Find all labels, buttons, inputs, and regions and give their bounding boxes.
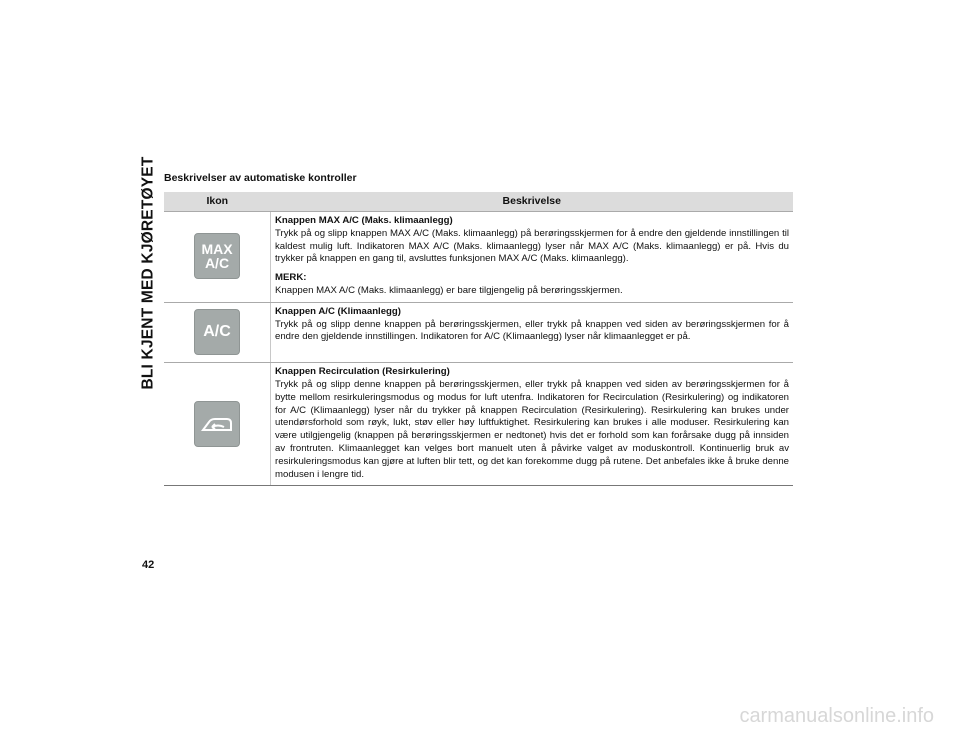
controls-table <box>164 192 793 486</box>
row-title: Knappen MAX A/C (Maks. klimaanlegg) <box>275 215 453 226</box>
watermark: carmanualsonline.info <box>739 705 934 727</box>
max-ac-icon: MAX A/C <box>194 233 240 279</box>
row-title: Knappen Recirculation (Resirkulering) <box>275 366 450 378</box>
table-row <box>164 302 793 362</box>
row-text: Trykk på og slipp knappen MAX A/C (Maks. klimaanlegg) på berøringsskjermen for å endre den gjeldende innstillingen til kaldest mulig luft. Indikatoren MAX A/C (Maks. klimaanlegg) lyser når MAX A/C (Maks. klimaanlegg) er på. Hvis du trykker på knappen en gang til, avsluttes funksjonen MAX A/C (Maks. klimaanlegg). <box>275 227 789 265</box>
icon-cell <box>164 302 271 362</box>
table-row <box>164 212 793 303</box>
description-cell <box>271 212 794 303</box>
note-label: MERK: <box>275 272 307 284</box>
header-icon: Ikon <box>164 192 271 212</box>
header-description: Beskrivelse <box>271 192 794 212</box>
recirculation-icon <box>194 401 240 447</box>
chapter-side-title: BLI KJENT MED KJØRETØYET <box>140 156 157 390</box>
description-cell <box>271 363 794 486</box>
table-row <box>164 363 793 486</box>
page-number: 42 <box>142 559 155 571</box>
recirculation-car-arrow-icon <box>200 413 234 435</box>
note-text: Knappen MAX A/C (Maks. klimaanlegg) er bare tilgjengelig på berøringsskjermen. <box>275 284 623 296</box>
icon-cell <box>164 363 271 486</box>
description-cell <box>271 302 794 362</box>
row-title: Knappen A/C (Klimaanlegg) <box>275 305 401 317</box>
section-title: Beskrivelser av automatiske kontroller <box>164 172 357 184</box>
table-header-row <box>164 192 793 212</box>
row-text: Trykk på og slipp denne knappen på berøringsskjermen, eller trykk på knappen ved siden av berøringsskjermen for å bytte mellom resirkuleringsmodus og modus for luft utenfra. Indikatoren for Recirculation (Resirkulering) og indikatoren for A/C (Klimaanlegg) lyser når du trykker på knappen Recirculation (Resirkulering). Resirkulering kan brukes under utendørsforhold som røyk, lukt, støv eller høy luftfuktighet. Resirkulering kan brukes i alle moduser. Resirkulering kan være utilgjengelig (knappen på berøringsskjermen er nedtonet) hvis det er forhold som kan forårsake dugg på innsiden av frontruten. Klimaanlegget kan velges bort manuelt uten å påvirke valget av moduskontroll. Kontinuerlig bruk av resirkuleringsmodus kan gjøre at luften blir tett, og det kan forekomme dugg på rutene. Det anbefales ikke å bruke denne modusen i lengre tid. <box>275 378 789 480</box>
ac-icon: A/C <box>194 309 240 355</box>
row-text: Trykk på og slipp denne knappen på berøringsskjermen, eller trykk på knappen ved siden av berøringsskjermen for å endre den gjeldende innstillingen. Indikatoren for A/C (Klimaanlegg) lyser når klimaanlegget er på. <box>275 318 789 343</box>
icon-cell <box>164 212 271 303</box>
